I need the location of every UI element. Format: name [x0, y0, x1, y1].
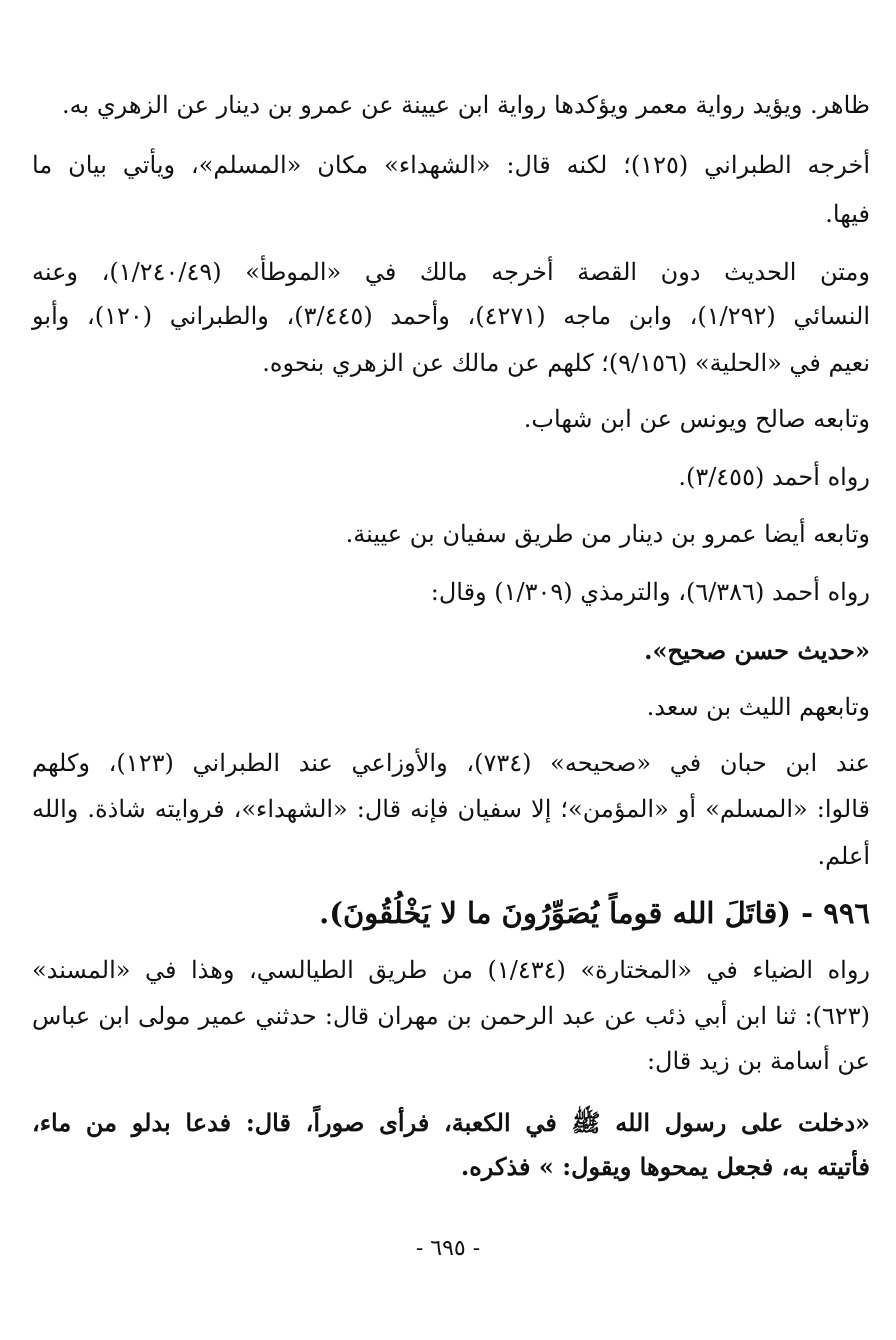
text-line: رواه أحمد (٣/٤٥٥). — [678, 463, 870, 491]
text-line: فيها. — [825, 200, 870, 228]
text-line: وتابعهم الليث بن سعد. — [646, 693, 870, 721]
text-line: فأتيته به، فجعل يمحوها ويقول: » فذكره. — [460, 1152, 870, 1181]
text-line: رواه الضياء في «المختارة» (١/٤٣٤) من طريق الطيالسي، وهذا في «المسند» — [32, 956, 871, 984]
text-line: ومتن الحديث دون القصة أخرجه مالك في «الموطأ» (١/٢٤٠/٤٩)، وعنه — [32, 258, 870, 286]
text-line: رواه أحمد (٦/٣٨٦)، والترمذي (١/٣٠٩) وقال: — [430, 578, 870, 606]
text-line: أخرجه الطبراني (١٢٥)؛ لكنه قال: «الشهداء» مكان «المسلم»، ويأتي بيان ما — [32, 151, 870, 179]
text-line: ظاهر. ويؤيد رواية معمر ويؤكدها رواية ابن عيينة عن عمرو بن دينار عن الزهري به. — [62, 91, 870, 119]
text-line: عند ابن حبان في «صحيحه» (٧٣٤)، والأوزاعي عند الطبراني (١٢٣)، وكلهم — [32, 749, 870, 777]
text-line: عن أسامة بن زيد قال: — [646, 1047, 870, 1075]
page-number: - ٦٩٥ - — [415, 1236, 481, 1261]
text-line: «دخلت على رسول الله ﷺ في الكعبة، فرأى صوراً، قال: فدعا بدلو من ماء، — [32, 1108, 870, 1137]
text-line: نعيم في «الحلية» (٩/١٥٦)؛ كلهم عن مالك عن الزهري بنحوه. — [262, 349, 870, 377]
text-line: «حديث حسن صحيح». — [644, 636, 870, 665]
text-line: النسائي (١/٢٩٢)، وابن ماجه (٤٢٧١)، وأحمد (٣/٤٤٥)، والطبراني (١٢٠)، وأبو — [32, 302, 871, 330]
hadith-heading: ٩٩٦ - (قاتَلَ الله قوماً يُصَوِّرُونَ ما لا يَخْلُقُونَ). — [319, 896, 870, 930]
text-line: (٦٢٣): ثنا ابن أبي ذئب عن عبد الرحمن بن مهران قال: حدثني عمير مولى ابن عباس — [32, 1002, 870, 1030]
text-line: أعلم. — [817, 842, 870, 870]
text-line: وتابعه صالح ويونس عن ابن شهاب. — [523, 405, 870, 433]
text-line: قالوا: «المسلم» أو «المؤمن»؛ إلا سفيان فإنه قال: «الشهداء»، فروايته شاذة. والله — [32, 795, 870, 823]
text-line: وتابعه أيضا عمرو بن دينار من طريق سفيان بن عيينة. — [345, 520, 870, 548]
